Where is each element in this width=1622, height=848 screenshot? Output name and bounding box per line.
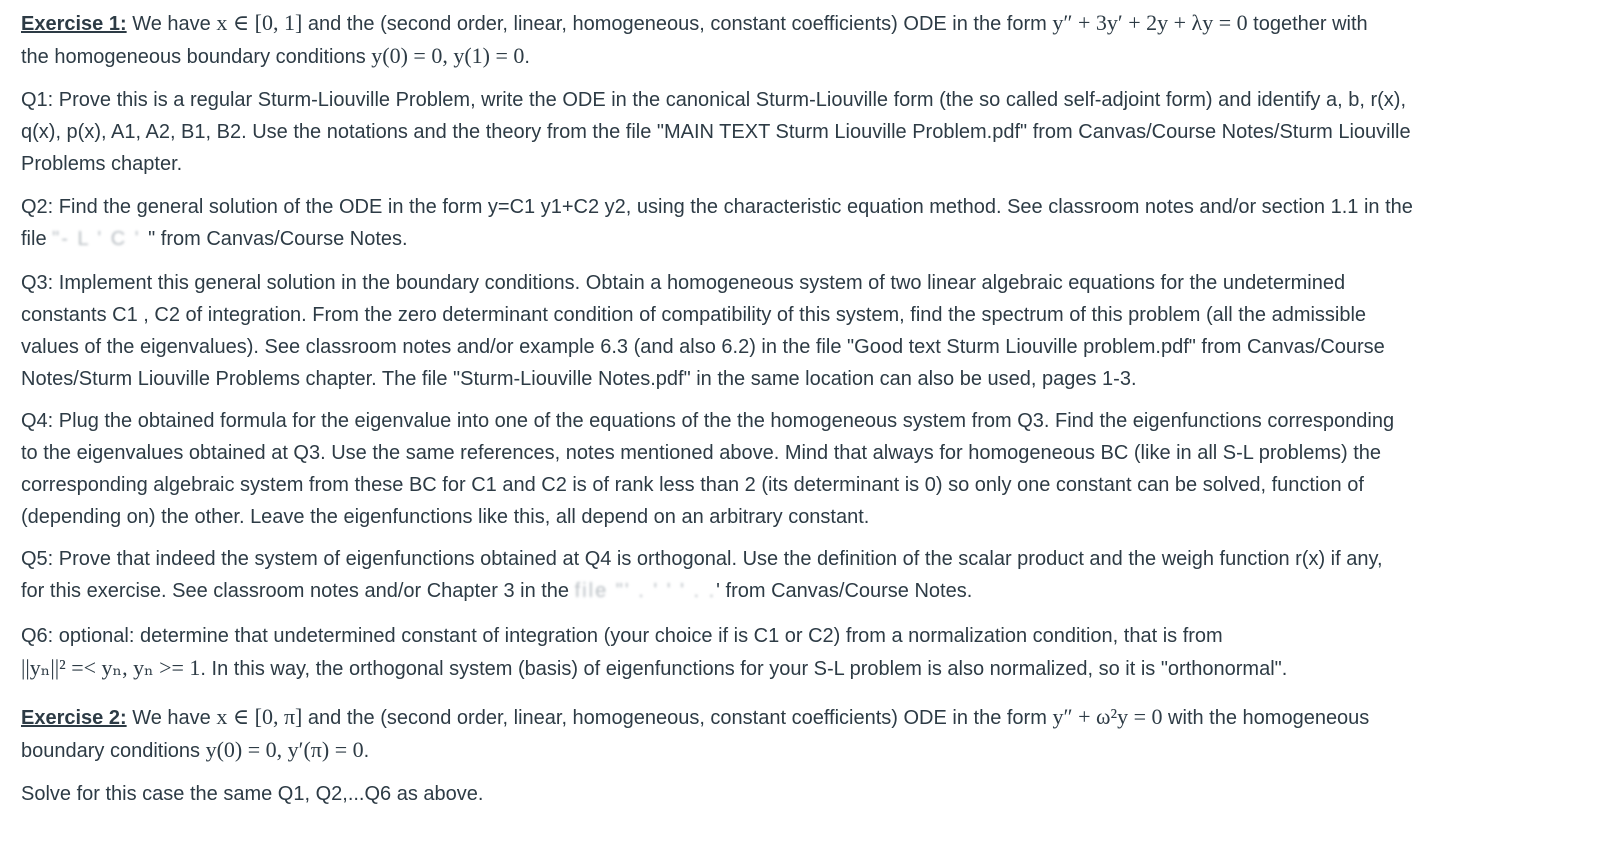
- exercise-2-label: Exercise 2:: [21, 707, 127, 729]
- exercise-1-bc-math: y(0) = 0, y(1) = 0: [371, 43, 525, 68]
- question-2-paragraph: Q2: Find the general solution of the ODE in the form y=C1 y1+C2 y2, using the characteristic equation method. See classroom notes and/or section 1.1 in the file "- L ' C ' " from Canvas/Course Notes.: [21, 196, 1413, 250]
- redacted-filename: file "' . ' ' ' . .: [574, 580, 717, 602]
- exercise-1-label: Exercise 1:: [21, 13, 127, 35]
- question-4-paragraph: Q4: Plug the obtained formula for the eigenvalue into one of the equations of the the homogeneous system from Q3. Find the eigenfunctions corresponding to the eigenvalues obtained at Q3. Use the same references, notes mentioned above. Mind that always for homogeneous BC (like in all S-L problems) the corresponding algebraic system from these BC for C1 and C2 is of rank less than 2 (its determinant is 0) so only one constant can be solved, function of (depending on) the other. Leave the eigenfunctions like this, all depend on an arbitrary constant.: [21, 410, 1395, 528]
- exercise-1-domain-math: x ∈ [0, 1]: [216, 10, 303, 35]
- exercise-2-bc-math: y(0) = 0, y′(π) = 0: [205, 737, 364, 762]
- closing-instruction: Solve for this case the same Q1, Q2,...Q6 as above.: [21, 783, 484, 805]
- redacted-filename: "- L ' C ': [52, 228, 149, 250]
- question-1-paragraph: Q1: Prove this is a regular Sturm-Liouville Problem, write the ODE in the canonical Sturm-Liouville form (the so called self-adjoint form) and identify a, b, r(x), q(x), p(x), A1, A2, B1, B2. Use the notations and the theory from the file "MAIN TEXT Sturm Liouville Problem.pdf" from Canvas/Course Notes/Sturm Liouville Problems chapter.: [21, 89, 1411, 175]
- exercise-1-paragraph: Exercise 1: We have x ∈ [0, 1] and the (second order, linear, homogeneous, constant coefficients) ODE in the form y″ + 3y′ + 2y + λy = 0 together with the homogeneous boundary conditions y(0) = 0, y(1) = 0.: [21, 10, 1368, 68]
- exercise-1-ode-math: y″ + 3y′ + 2y + λy = 0: [1052, 10, 1248, 35]
- exercise-2-ode-math: y″ + ω²y = 0: [1052, 704, 1163, 729]
- norm-math: ||yₙ||² =< yₙ, yₙ >= 1: [21, 655, 201, 680]
- question-6-paragraph: Q6: optional: determine that undetermined constant of integration (your choice if is C1 or C2) from a normalization condition, that is from ||yₙ||² =< yₙ, yₙ >= 1. In this way, the orthogonal system (basis) of eigenfunctions for your S-L problem is also normalized, so it is "orthonormal".: [21, 625, 1288, 680]
- exercise-2-domain-math: x ∈ [0, π]: [216, 704, 303, 729]
- exercise-2-paragraph: Exercise 2: We have x ∈ [0, π] and the (second order, linear, homogeneous, constant coefficients) ODE in the form y″ + ω²y = 0 with the homogeneous boundary conditions y(0) = 0, y′(π) = 0.: [21, 704, 1370, 762]
- question-5-paragraph: Q5: Prove that indeed the system of eigenfunctions obtained at Q4 is orthogonal. Use the definition of the scalar product and the weigh function r(x) if any, for this exercise. See classroom notes and/or Chapter 3 in the file "' . ' ' ' . .' from Canvas/Course Notes.: [21, 548, 1383, 602]
- question-3-paragraph: Q3: Implement this general solution in the boundary conditions. Obtain a homogeneous system of two linear algebraic equations for the undetermined constants C1 , C2 of integration. From the zero determinant condition of compatibility of this system, find the spectrum of this problem (all the admissible values of the eigenvalues). See classroom notes and/or example 6.3 (and also 6.2) in the file "Good text Sturm Liouville problem.pdf" from Canvas/Course Notes/Sturm Liouville Problems chapter. The file "Sturm-Liouville Notes.pdf" in the same location can also be used, pages 1-3.: [21, 272, 1385, 390]
